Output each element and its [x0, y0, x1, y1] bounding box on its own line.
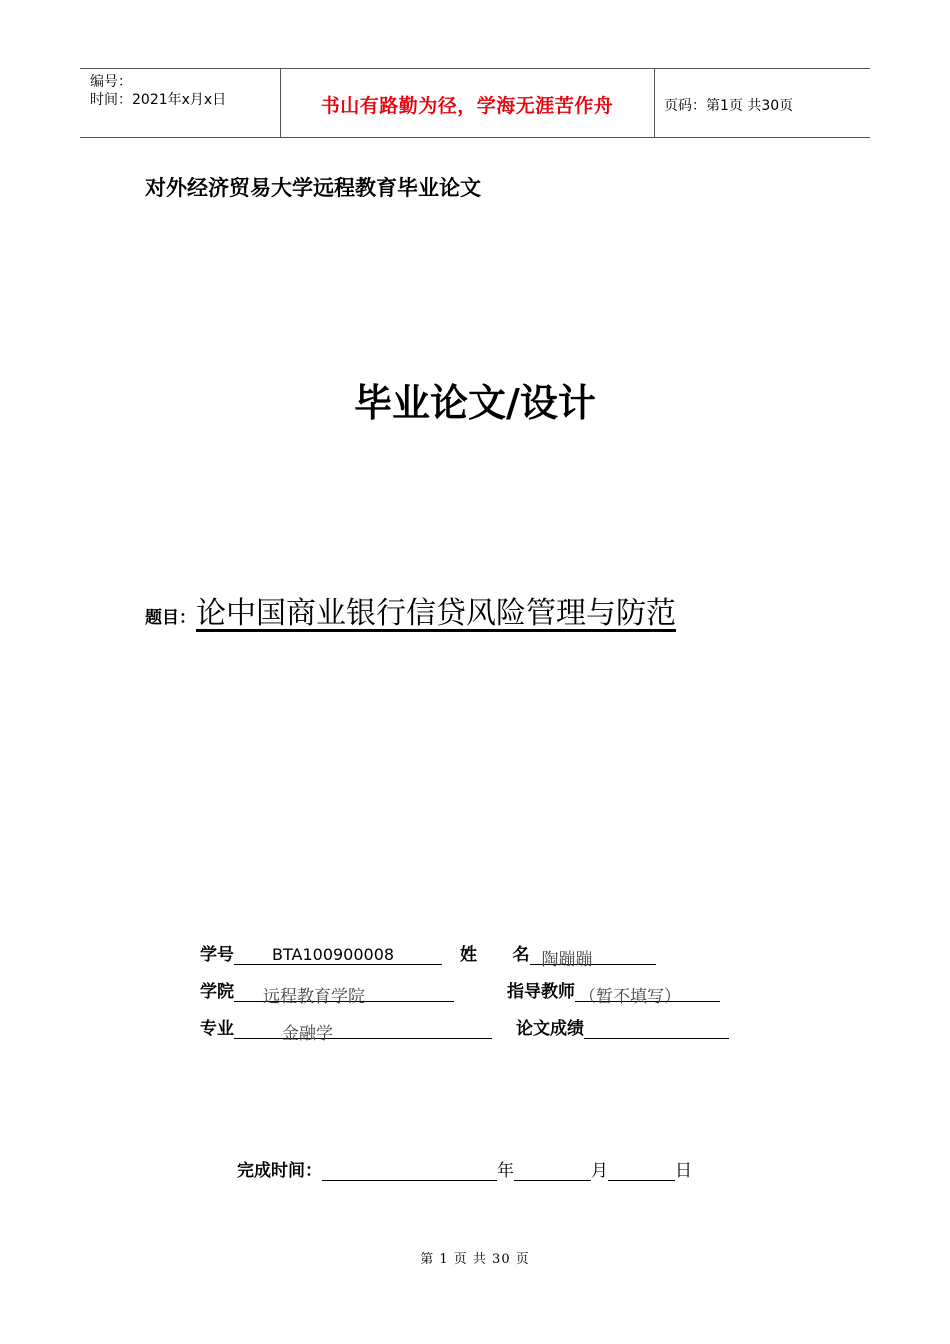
header-box: [80, 68, 870, 138]
header-page-info: 页码：第1页 共30页: [664, 98, 794, 114]
topic-value: 论中国商业银行信贷风险管理与防范: [196, 596, 676, 631]
completion-year-blank: [322, 1161, 497, 1181]
topic-label: 题目：: [145, 608, 196, 628]
name-row: [460, 940, 656, 970]
completion-year-label: 年: [497, 1161, 514, 1181]
major-row: [200, 1014, 492, 1044]
college-row: [200, 977, 454, 1007]
number-label: 编号：: [90, 74, 132, 90]
completion-month-label: 月: [591, 1161, 608, 1181]
completion-label: 完成时间：: [237, 1161, 322, 1181]
main-title: 毕业论文/设计: [354, 381, 596, 425]
name-value: 陶蹦蹦: [530, 945, 656, 965]
completion-month-blank: [514, 1161, 591, 1181]
completion-time: [237, 1156, 692, 1181]
major-value: 金融学: [234, 1019, 492, 1039]
student-id-row: [200, 940, 442, 965]
major-label: 专业: [200, 1019, 234, 1039]
advisor-label: 指导教师: [507, 982, 575, 1002]
time-label: 时间：2021年x月x日: [90, 92, 227, 108]
advisor-value: （暂不填写）: [575, 982, 720, 1002]
student-id-label: 学号: [200, 945, 234, 965]
college-value: 远程教育学院: [234, 982, 454, 1002]
grade-label: 论文成绩: [516, 1019, 584, 1039]
completion-day-blank: [608, 1161, 675, 1181]
grade-value: [584, 1019, 729, 1039]
completion-day-label: 日: [675, 1161, 692, 1181]
college-label: 学院: [200, 982, 234, 1002]
page-footer: 第 1 页 共 30 页: [420, 1252, 530, 1267]
advisor-row: [507, 977, 720, 1007]
university-title: 对外经济贸易大学远程教育毕业论文: [145, 176, 481, 200]
header-divider: [654, 69, 655, 137]
student-id-value: BTA100900008: [234, 945, 442, 965]
header-left: [90, 73, 226, 109]
header-motto: 书山有路勤为径，学海无涯苦作舟: [320, 95, 614, 117]
grade-row: [516, 1014, 729, 1039]
name-label: 姓 名: [460, 945, 530, 965]
topic-line: [145, 588, 690, 632]
